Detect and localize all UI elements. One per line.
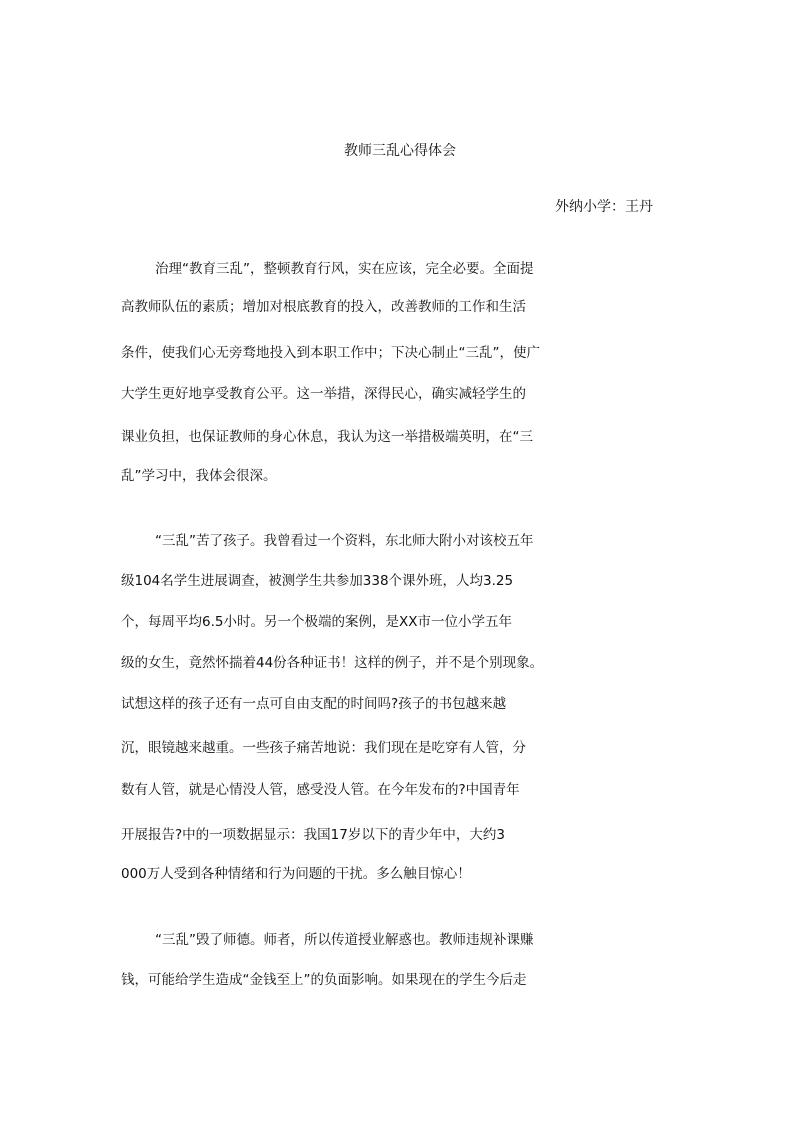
paragraph-1-line-6: 乱”学习中，我体会很深。: [121, 468, 277, 484]
paragraph-2-line-8: 开展报告?中的一项数据显示：我国17岁以下的青少年中，大约3: [121, 827, 505, 843]
paragraph-2-line-1: “三乱”苦了孩子。我曾看过一个资料，东北师大附小对该校五年: [155, 533, 534, 549]
paragraph-1-line-2: 高教师队伍的素质；增加对根底教育的投入，改善教师的工作和生活: [121, 299, 526, 315]
paragraph-1-line-4: 大学生更好地享受教育公平。这一举措，深得民心，确实减轻学生的: [121, 386, 526, 402]
paragraph-1-line-1: 治理“教育三乱”，整顿教育行风，实在应该，完全必要。全面提: [155, 261, 534, 277]
paragraph-2-line-6: 沉，眼镜越来越重。一些孩子痛苦地说：我们现在是吃穿有人管，分: [121, 740, 526, 756]
paragraph-3-line-2: 钱，可能给学生造成“金钱至上”的负面影响。如果现在的学生今后走: [121, 972, 527, 988]
paragraph-2-line-9: 000万人受到各种情绪和行为问题的干扰。多么触目惊心！: [121, 866, 471, 882]
paragraph-2-line-7: 数有人管，就是心情没人管，感受没人管。在今年发布的?中国青年: [121, 782, 520, 798]
paragraph-2-line-3: 个，每周平均6.5小时。另一个极端的案例，是XX市一位小学五年: [121, 614, 512, 630]
document-author: 外纳小学：王丹: [555, 199, 653, 215]
paragraph-3-line-1: “三乱”毁了师德。师者，所以传道授业解惑也。教师违规补课赚: [155, 932, 534, 948]
paragraph-2-line-4: 级的女生，竟然怀揣着44份各种证书！这样的例子，并不是个别现象。: [121, 655, 544, 671]
paragraph-1-line-3: 条件，使我们心无旁骛地投入到本职工作中；下决心制止“三乱”，使广: [121, 345, 540, 361]
paragraph-1-line-5: 课业负担，也保证教师的身心休息，我认为这一举措极端英明，在“三: [121, 429, 533, 445]
paragraph-2-line-2: 级104名学生进展调查，被测学生共参加338个课外班，人均3.25: [121, 573, 514, 589]
document-title: 教师三乱心得体会: [344, 143, 456, 159]
paragraph-2-line-5: 试想这样的孩子还有一点可自由支配的时间吗?孩子的书包越来越: [121, 696, 507, 712]
